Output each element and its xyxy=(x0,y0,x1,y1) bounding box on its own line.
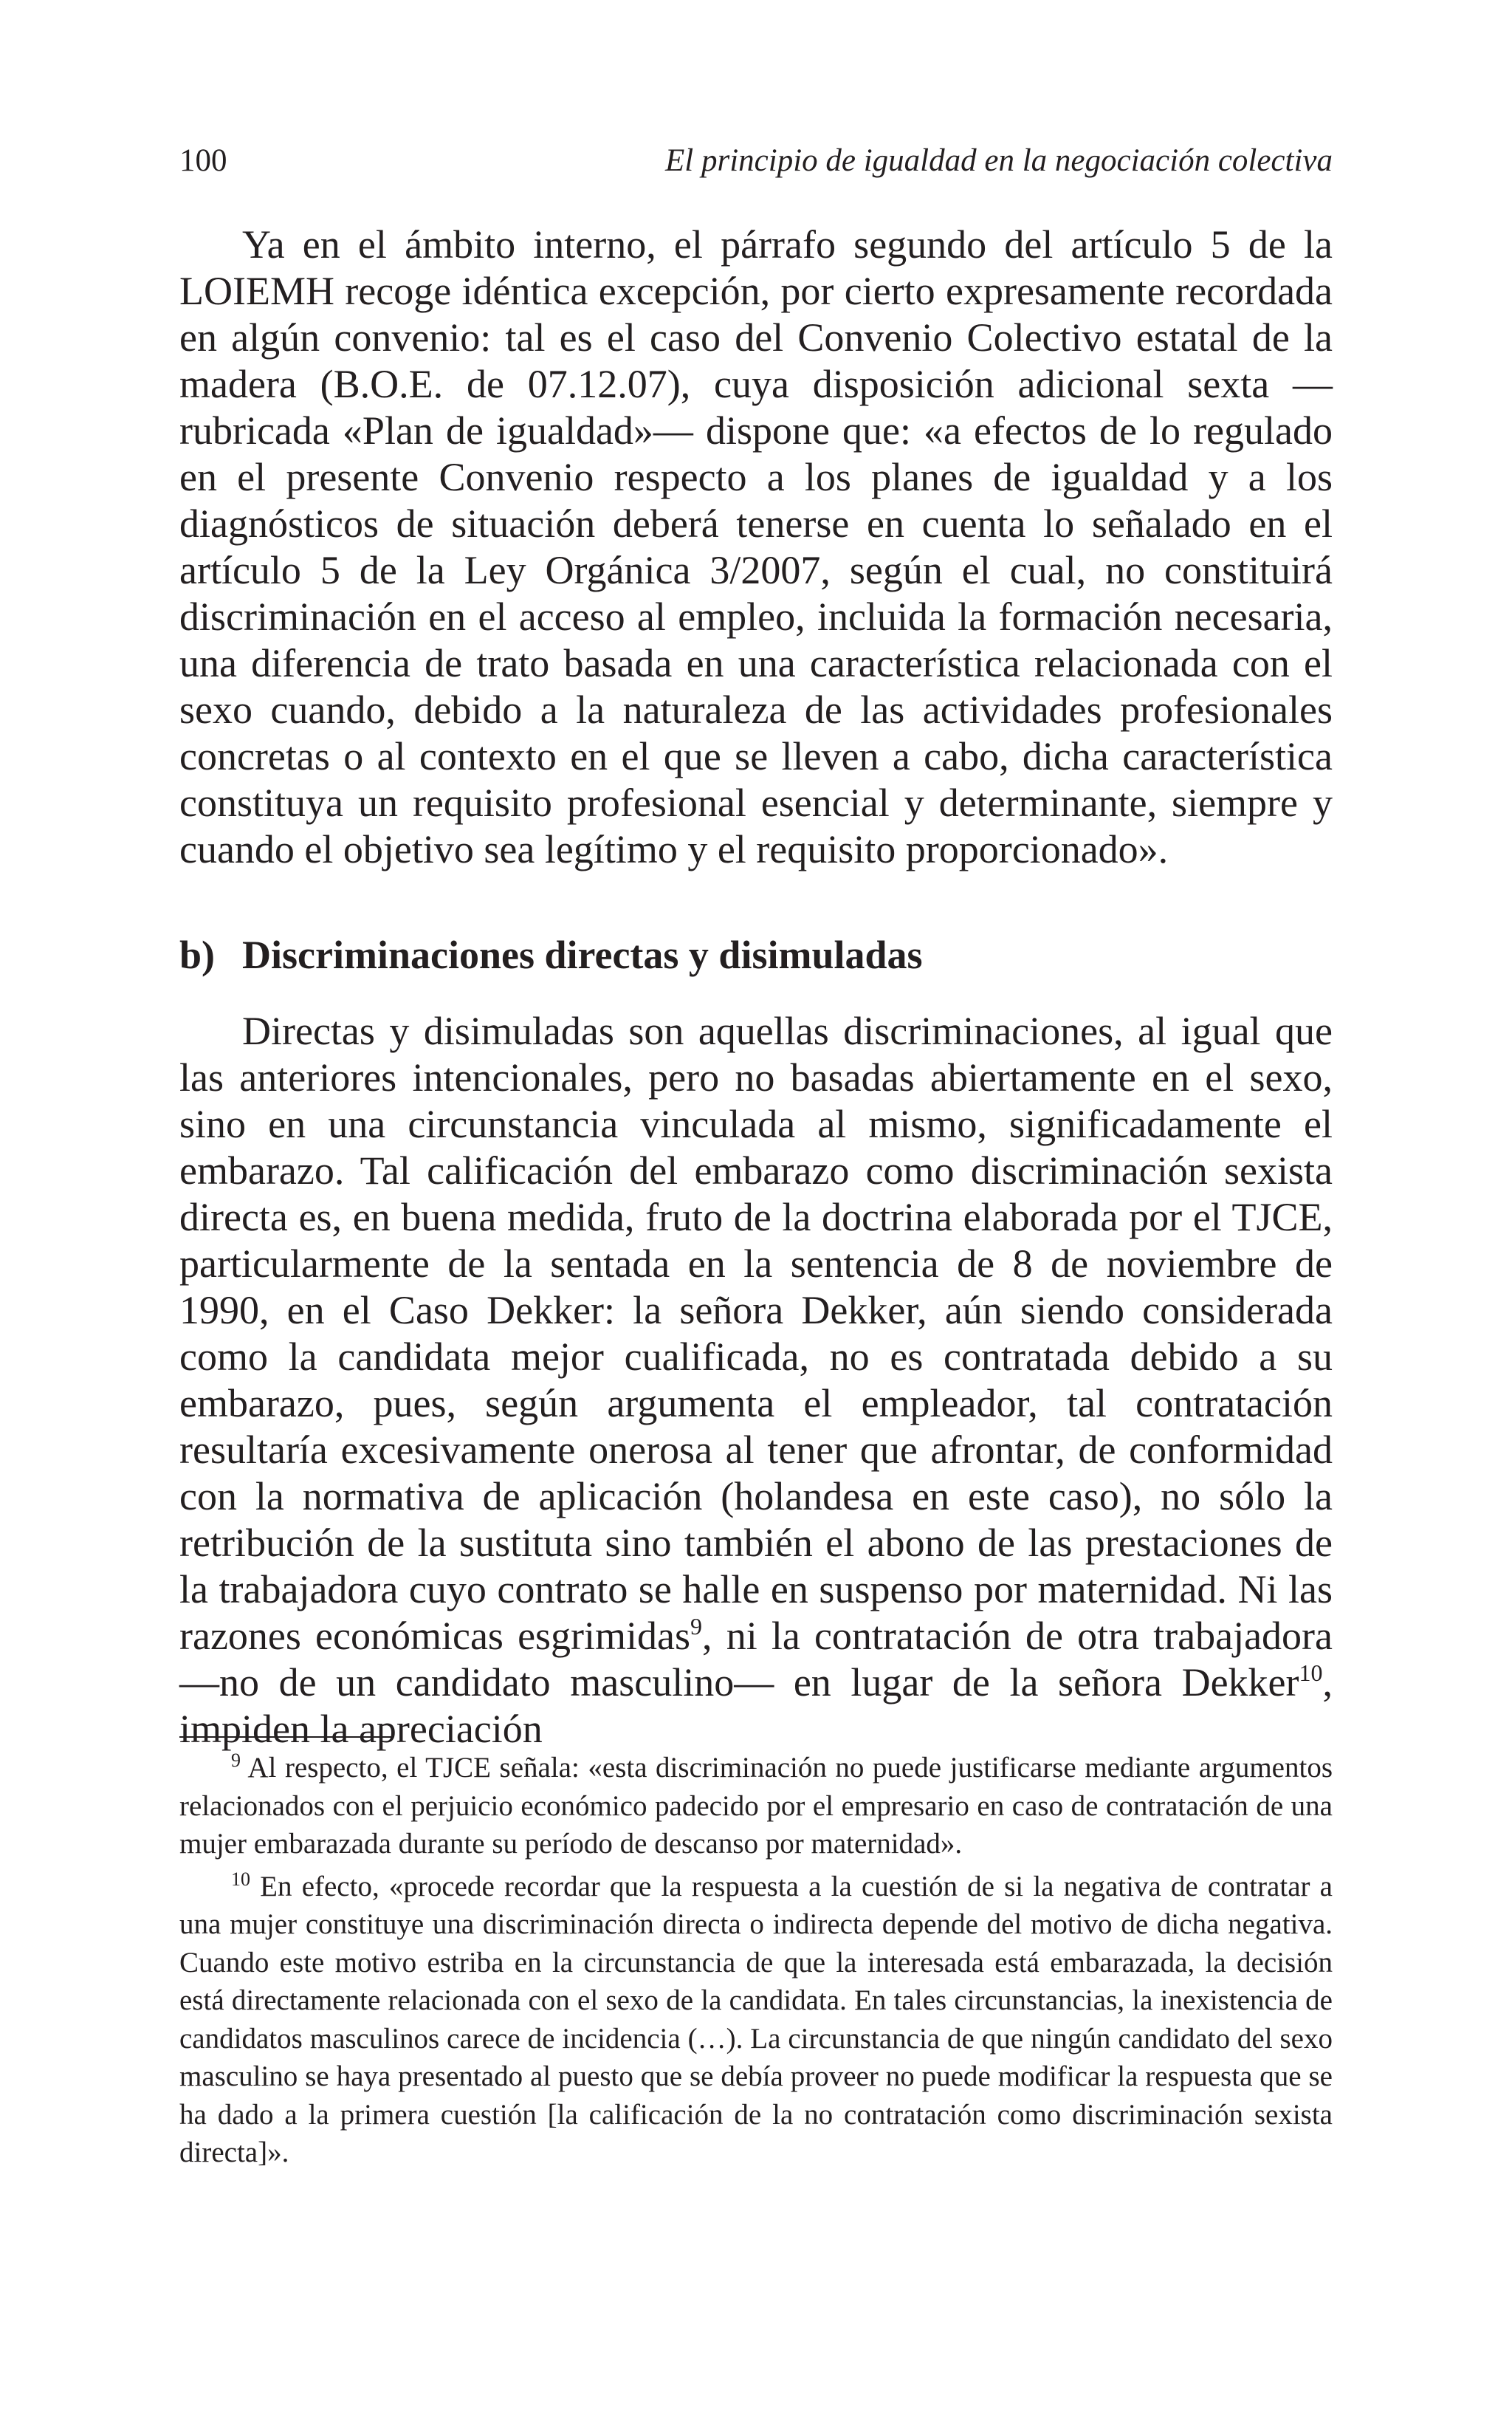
footnote-number: 9 xyxy=(231,1750,241,1771)
section-letter: b) xyxy=(179,933,216,977)
body-paragraph-2 xyxy=(179,1008,1333,1753)
body-paragraph-1: Ya en el ámbito interno, el párrafo segundo del artículo 5 de la LOIEMH recoge idéntica excepción, por cierto expresamente recordada en algún convenio: tal es el caso del Convenio Colectivo estatal de la madera (B.O.E. de 07.12.07), cuya disposición adicional sexta —rubricada «Plan de igualdad»— dispone que: «a efectos de lo regulado en el presente Convenio respecto a los planes de igualdad y a los diagnósticos de situación deberá tenerse en cuenta lo señalado en el artículo 5 de la Ley Orgánica 3/2007, según el cual, no constituirá discriminación en el acceso al empleo, incluida la formación necesaria, una diferencia de trato basada en una característica relacionada con el sexo cuando, debido a la naturaleza de las actividades profesionales concretas o al contexto en el que se lleven a cabo, dicha característica constituya un requisito profesional esencial y determinante, siempre y cuando el objetivo sea legítimo y el requisito proporcionado». xyxy=(179,222,1333,871)
running-title: El principio de igualdad en la negociación colectiva xyxy=(665,143,1333,178)
body-paragraph-1-block xyxy=(179,222,1333,873)
page-header xyxy=(179,139,1333,183)
footnote-text: Al respecto, el TJCE señala: «esta discriminación no puede justificarse mediante argumentos relacionados con el perjuicio económico padecido por el empresario en caso de contratación de una mujer embarazada durante su período de descanso por maternidad». xyxy=(179,1752,1333,1860)
footnote-separator xyxy=(179,1736,394,1738)
footnote-text: En efecto, «procede recordar que la respuesta a la cuestión de si la negativa de contratar a una mujer constituye una discriminación directa o indirecta depende del motivo de dicha negativa. Cuando este motivo estriba en la circunstancia de que la interesada está embarazada, la decisión está directamente relacionada con el sexo de la candidata. En tales circunstancias, la inexistencia de candidatos masculinos carece de incidencia (…). La circunstancia de que ningún candidato del sexo masculino se haya presentado al puesto que se debía proveer no puede modificar la respuesta que se ha dado a la primera cuestión [la calificación de la no contratación como discriminación sexista directa]». xyxy=(179,1870,1333,2168)
footnote-number: 10 xyxy=(231,1868,250,1890)
footnote-ref-10: 10 xyxy=(1299,1659,1323,1686)
body-paragraph-2-part-1: Directas y disimuladas son aquellas discriminaciones, al igual que las anteriores intencionales, pero no basadas abiertamente en el sexo, sino en una circunstancia vinculada al mismo, significadamente el embarazo. Tal calificación del embarazo como discriminación sexista directa es, en buena medida, fruto de la doctrina elaborada por el TJCE, particularmente de la sentada en la sentencia de 8 de noviembre de 1990, en el Caso Dekker: la señora Dekker, aún siendo considerada como la candidata mejor cualificada, no es contratada debido a su embarazo, pues, según argumenta el empleador, tal contratación resultaría excesivamente onerosa al tener que afrontar, de conformidad con la normativa de aplicación (holandesa en este caso), no sólo la retribución de la sustituta sino también el abono de las prestaciones de la trabajadora cuyo contrato se halle en suspenso por maternidad. Ni las razones económicas esgrimidas xyxy=(179,1009,1333,1658)
section-heading xyxy=(179,932,923,979)
body-paragraph-2-block xyxy=(179,1008,1333,1753)
body-paragraph-2-part-3: , impiden la apreciación xyxy=(179,1660,1333,1751)
footnote-10 xyxy=(179,1868,1333,2172)
section-title: Discriminaciones directas y disimuladas xyxy=(242,933,923,977)
footnote-9 xyxy=(179,1749,1333,1863)
footnotes xyxy=(179,1749,1333,2172)
footnote-ref-9: 9 xyxy=(690,1613,703,1640)
body-paragraph-2-part-2: , ni la contratación de otra trabajadora —no de un candidato masculino— en lugar de la señora Dekker xyxy=(179,1614,1333,1704)
page-number: 100 xyxy=(179,143,227,178)
